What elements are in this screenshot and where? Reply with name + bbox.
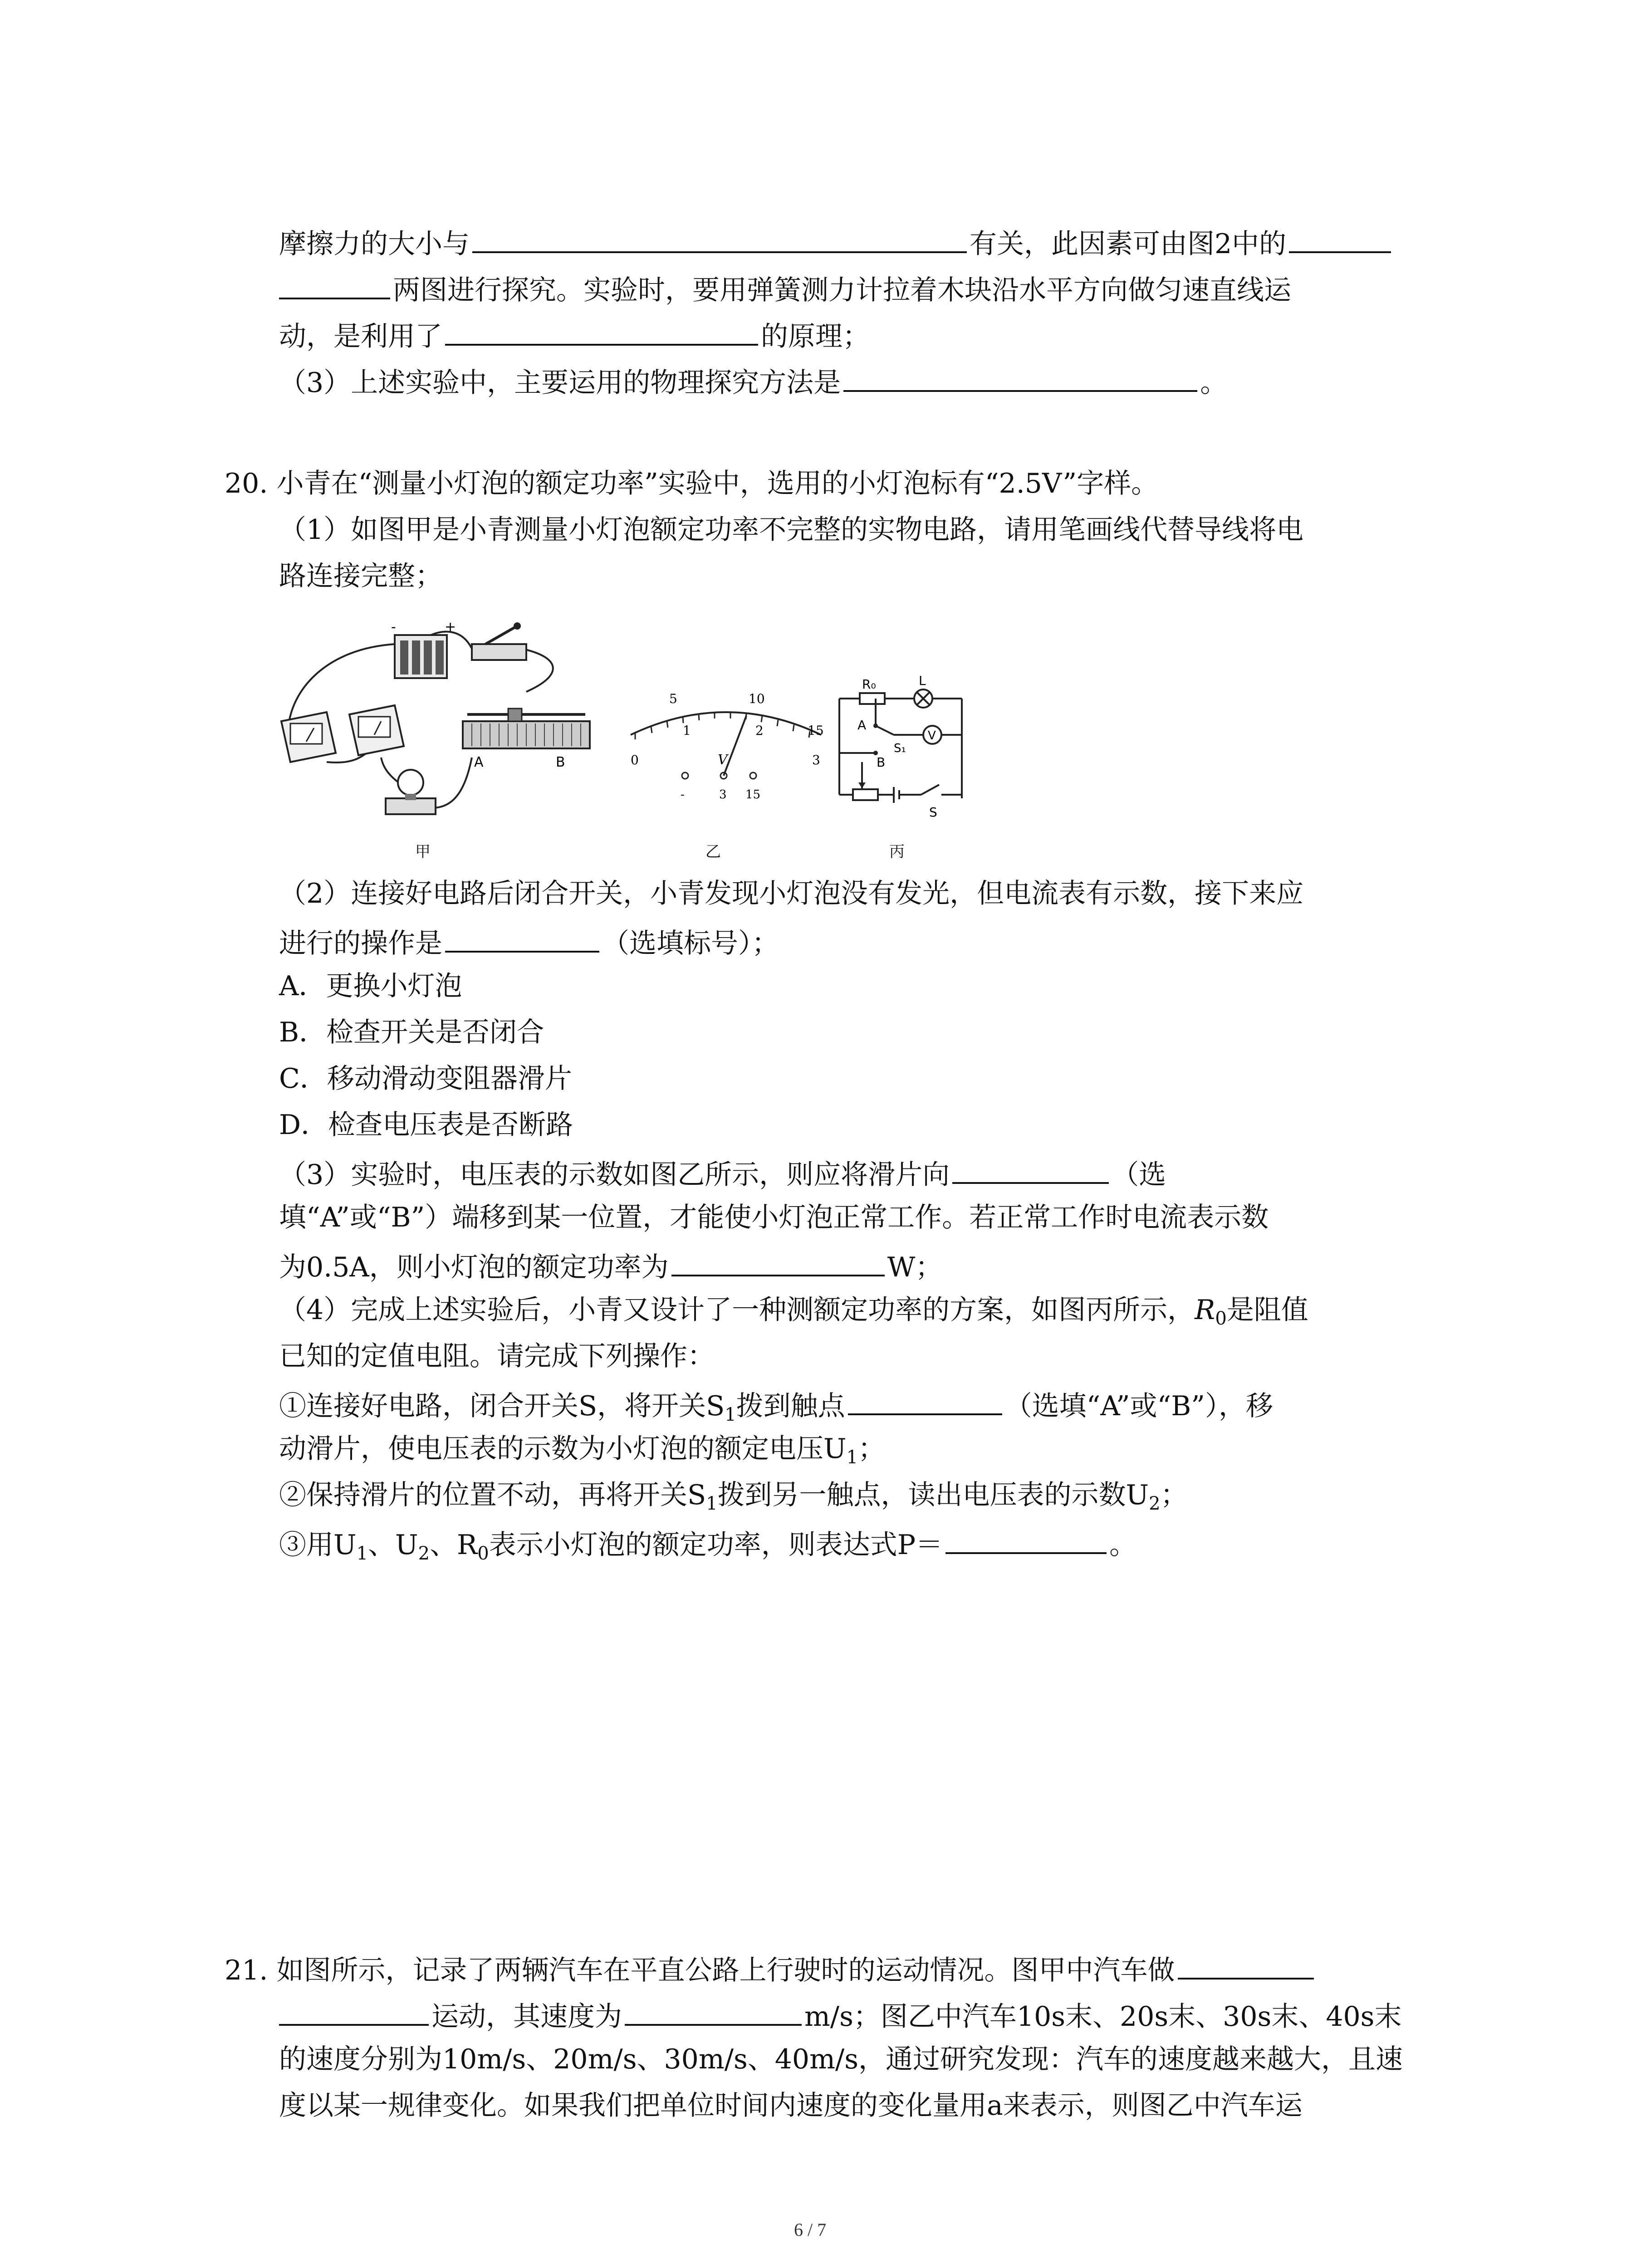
q21-text: 的速度分别为10m/s、20m/s、30m/s、40m/s，通过研究发现：汽车的速度越来越大，且速 [279,2043,1403,2075]
q19-text: 摩擦力的大小与 [279,228,470,260]
schematic-label-a: A [857,718,867,733]
option-text: A．更换小灯泡 [279,970,462,1002]
q20-stem-text: 小青在“测量小灯泡的额定功率”实验中，选用的小灯泡标有“2.5V”字样。 [276,468,1159,499]
q20-text: 已知的定值电阻。请完成下列操作： [279,1340,715,1372]
option-text: B．检查开关是否闭合 [279,1017,544,1048]
q20-text: （4）完成上述实验后，小青又设计了一种测额定功率的方案，如图丙所示， [279,1294,1195,1326]
q20-part3-line1 [279,1153,1166,1193]
q19-line-4 [279,361,1227,401]
question-number: 20. [225,468,268,499]
question-number: 21. [225,1955,268,1986]
q20-text: 。 [1109,1529,1137,1561]
dial-terminal-3: 3 [719,788,727,802]
answer-blank[interactable] [279,1995,429,2026]
q20-text: 、R [430,1529,478,1561]
answer-blank[interactable] [848,1384,1002,1415]
q20-text: 、U [368,1529,418,1561]
battery-icon [395,635,447,678]
q20-text: 填“A”或“B”）端移到某一位置，才能使小灯泡正常工作。若正常工作时电流表示数 [279,1202,1269,1233]
option-text: C．移动滑动变阻器滑片 [279,1063,572,1095]
q20-option-a [279,968,462,1004]
q20-text: W； [887,1251,943,1283]
q20-stem [225,465,1158,502]
q20-part1-line2 [279,558,442,594]
q20-option-d [279,1107,573,1143]
dial-scale-1: 1 [683,723,691,738]
q20-text: 是阻值 [1226,1294,1308,1326]
q19-line-1 [279,222,1394,262]
q19-text: （3）上述实验中，主要运用的物理探究方法是 [279,367,841,399]
q20-text: 表示小灯泡的额定功率，则表达式P＝ [489,1529,943,1561]
q21-line-3 [279,2041,1403,2077]
q20-text: 1 [706,1493,718,1514]
dial-scale-2: 2 [755,723,764,738]
q20-text: 1 [846,1447,858,1468]
q20-text: 2 [418,1543,430,1564]
answer-blank[interactable] [445,315,758,346]
dial-scale-15: 15 [808,723,824,738]
q20-text: ②保持滑片的位置不动，再将开关S [279,1479,706,1511]
q20-text: 进行的操作是 [279,928,442,959]
option-text: D．检查电压表是否断路 [279,1109,573,1141]
q20-step1-line1 [279,1384,1273,1433]
rheostat-terminal-b: B [556,754,565,770]
figure-caption-bing: 丙 [889,843,905,861]
q20-text: （3）实验时，电压表的示数如图乙所示，则应将滑片向 [279,1159,950,1191]
q20-text: 拨到触点 [736,1390,845,1422]
answer-blank[interactable] [625,1995,802,2026]
answer-blank[interactable] [952,1153,1109,1184]
q20-text: （2）连接好电路后闭合开关，小青发现小灯泡没有发光，但电流表有示数，接下来应 [279,878,1304,909]
q19-text: 。 [1200,367,1228,399]
answer-blank[interactable] [671,1246,885,1276]
q21-text: 运动，其速度为 [431,2001,622,2033]
q20-text: R [1195,1294,1215,1326]
figure-caption-jia: 甲 [415,843,431,861]
dial-terminal-minus: - [681,788,685,802]
q20-option-b [279,1014,544,1051]
q20-text: 为0.5A，则小灯泡的额定功率为 [279,1251,669,1283]
q20-part2-line2 [279,922,779,962]
q20-option-c [279,1061,572,1097]
voltmeter-icon [349,705,404,755]
dial-unit-v: V [718,752,728,768]
dial-scale-10: 10 [749,691,765,706]
schematic-label-r0: R₀ [862,677,876,692]
figure-jia-circuit [272,608,617,835]
q21-line-4 [279,2087,1303,2124]
answer-blank[interactable] [945,1523,1107,1554]
q19-text: 有关，此因素可由图2中的 [970,228,1287,260]
q20-step3 [279,1523,1136,1572]
ammeter-icon [281,712,336,762]
q20-text: ； [1160,1479,1188,1511]
q20-text: （1）如图甲是小青测量小灯泡额定功率不完整的实物电路，请用笔画线代替导线将电 [279,514,1304,546]
q20-text: ； [858,1433,886,1465]
q20-part4-line1 [279,1292,1308,1337]
q21-text: 如图所示，记录了两辆汽车在平直公路上行驶时的运动情况。图甲中汽车做 [276,1955,1175,1986]
schematic-label-s1: S₁ [894,742,906,755]
answer-blank[interactable] [279,269,390,299]
q20-text: 路连接完整； [279,560,442,592]
q20-part4-line2 [279,1338,715,1374]
answer-blank[interactable] [1289,222,1391,253]
q20-text: 0 [477,1543,489,1564]
q21-line-1 [225,1949,1317,1989]
q20-part3-line2 [279,1199,1269,1236]
figure-bing-schematic [826,671,989,826]
knife-switch-icon [472,622,526,660]
q20-text: （选填标号）； [602,928,779,959]
battery-minus-label: - [391,619,396,635]
schematic-label-l: L [919,673,926,688]
answer-blank[interactable] [1178,1949,1314,1980]
q19-text: 动，是利用了 [279,321,442,352]
schematic-label-s: S [929,805,937,820]
schematic-voltmeter-v: V [928,729,936,743]
dial-terminal-15: 15 [745,788,761,802]
q19-line-2 [279,269,1291,308]
q20-text: 1 [356,1543,368,1564]
q20-text: 拨到另一触点，读出电压表的示数U [717,1479,1149,1511]
q20-text: ①连接好电路，闭合开关S，将开关S [279,1390,725,1422]
q20-text: （选填“A”或“B”），移 [1004,1390,1273,1422]
q20-text: ③用U [279,1529,357,1561]
rheostat-icon [463,709,590,748]
q20-part3-line3 [279,1246,942,1286]
q20-part1-line1 [279,512,1303,548]
page-number: 6 / 7 [794,2219,827,2240]
q21-line-2 [279,1995,1401,2035]
figure-yi-voltmeter-dial [617,671,835,807]
q19-line-3 [279,315,870,355]
rheostat-terminal-a: A [474,754,484,770]
q20-part2-line1 [279,875,1303,912]
figure-caption-yi: 乙 [705,843,721,861]
q20-step1-line2 [279,1431,885,1476]
answer-blank[interactable] [472,222,967,253]
bulb-icon [386,770,436,814]
schematic-label-b: B [877,755,886,770]
dial-scale-3: 3 [812,753,820,767]
dial-scale-5: 5 [669,691,677,706]
q19-text: 的原理； [761,321,870,352]
q20-step2 [279,1477,1188,1522]
q19-text: 两图进行探究。实验时，要用弹簧测力计拉着木块沿水平方向做匀速直线运 [393,274,1291,306]
q20-text: 2 [1149,1493,1161,1514]
q20-text: 0 [1215,1308,1227,1329]
dial-scale-0: 0 [631,753,639,767]
answer-blank[interactable] [445,922,599,953]
q20-text: （选 [1112,1159,1166,1191]
battery-plus-label: + [445,619,456,635]
q20-text: 1 [725,1404,736,1425]
q21-text: m/s；图乙中汽车10s末、20s末、30s末、40s末 [804,2001,1402,2033]
answer-blank[interactable] [843,361,1197,392]
q20-text: 动滑片，使电压表的示数为小灯泡的额定电压U [279,1433,847,1465]
q21-text: 度以某一规律变化。如果我们把单位时间内速度的变化量用a来表示，则图乙中汽车运 [279,2090,1303,2121]
